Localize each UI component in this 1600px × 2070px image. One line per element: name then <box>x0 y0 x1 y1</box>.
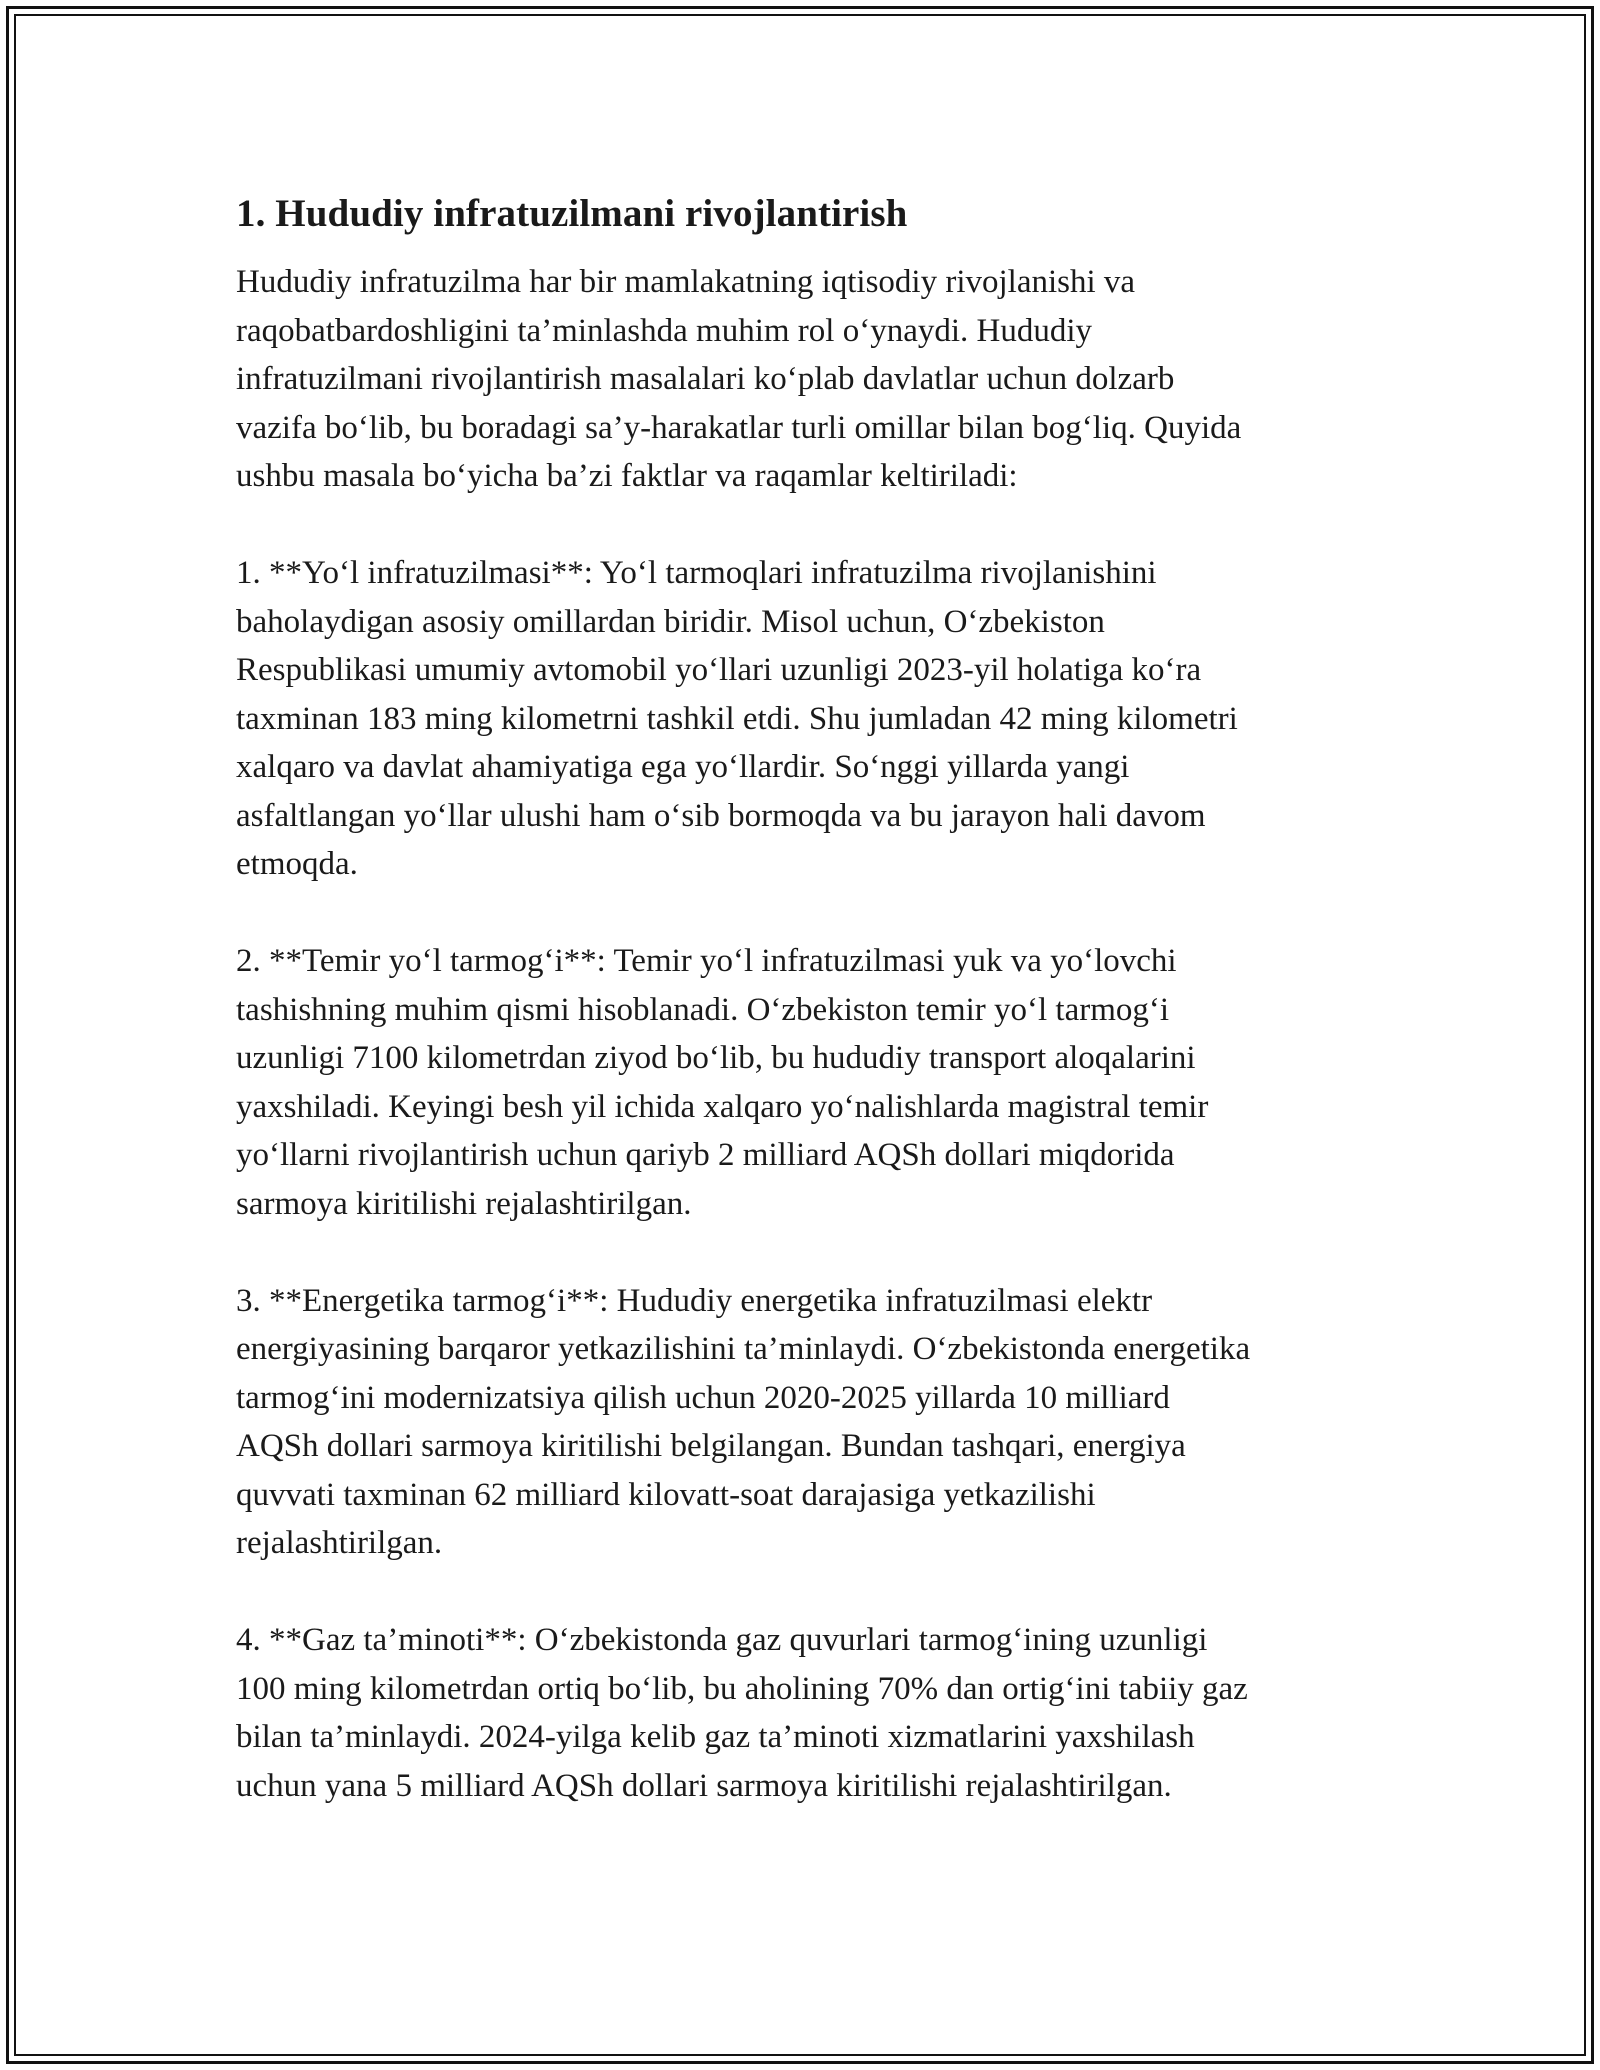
road-infrastructure-paragraph: 1. **Yo‘l infratuzilmasi**: Yo‘l tarmoqlari infratuzilma rivojlanishini baholaydigan asosiy omillardan biridir. Misol uchun, O‘zbekiston Respublikasi umumiy avtomobil yo‘llari uzunligi 2023-yil holatiga ko‘ra taxminan 183 ming kilometrni tashkil etdi. Shu jumladan 42 ming kilometri xalqaro va davlat ahamiyatiga ega yo‘llardir. So‘nggi yillarda yangi asfaltlangan yo‘llar ulushi ham o‘sib bormoqda va bu jarayon hali davom etmoqda. <box>236 555 1238 882</box>
railway-network-paragraph: 2. **Temir yo‘l tarmog‘i**: Temir yo‘l infratuzilmasi yuk va yo‘lovchi tashishning muhim qismi hisoblanadi. O‘zbekiston temir yo‘l tarmog‘i uzunligi 7100 kilometrdan ziyod bo‘lib, bu hududiy transport aloqalarini yaxshiladi. Keyingi besh yil ichida xalqaro yo‘nalishlarda magistral temir yo‘llarni rivojlantirish uchun qariyb 2 milliard AQSh dollari miqdorida sarmoya kiritilishi rejalashtirilgan. <box>236 943 1209 1222</box>
section-title: 1. Hududiy infratuzilmani rivojlantirish <box>236 192 908 235</box>
gas-supply-paragraph: 4. **Gaz ta’minoti**: O‘zbekistonda gaz quvurlari tarmog‘ining uzunligi 100 ming kilometrdan ortiq bo‘lib, bu aholining 70% dan ortig‘ini tabiiy gaz bilan ta’minlaydi. 2024-yilga kelib gaz ta’minoti xizmatlarini yaxshilash uchun yana 5 milliard AQSh dollari sarmoya kiritilishi rejalashtirilgan. <box>236 1622 1248 1804</box>
energy-network-paragraph: 3. **Energetika tarmog‘i**: Hududiy energetika infratuzilmasi elektr energiyasining barqaror yetkazilishini ta’minlaydi. O‘zbekistonda energetika tarmog‘ini modernizatsiya qilish uchun 2020-2025 yillarda 10 milliard AQSh dollari sarmoya kiritilishi belgilangan. Bundan tashqari, energiya quvvati taxminan 62 milliard kilovatt-soat darajasiga yetkazilishi rejalashtirilgan. <box>236 1282 1251 1561</box>
intro-paragraph: Hududiy infratuzilma har bir mamlakatning iqtisodiy rivojlanishi va raqobatbardoshligini ta’minlashda muhim rol o‘ynaydi. Hududiy infratuzilmani rivojlantirish masalalari ko‘plab davlatlar uchun dolzarb vazifa bo‘lib, bu boradagi sa’y-harakatlar turli omillar bilan bog‘liq. Quyida ushbu masala bo‘yicha ba’zi faktlar va raqamlar keltiriladi: <box>236 264 1242 494</box>
document-body <box>236 186 1366 1810</box>
